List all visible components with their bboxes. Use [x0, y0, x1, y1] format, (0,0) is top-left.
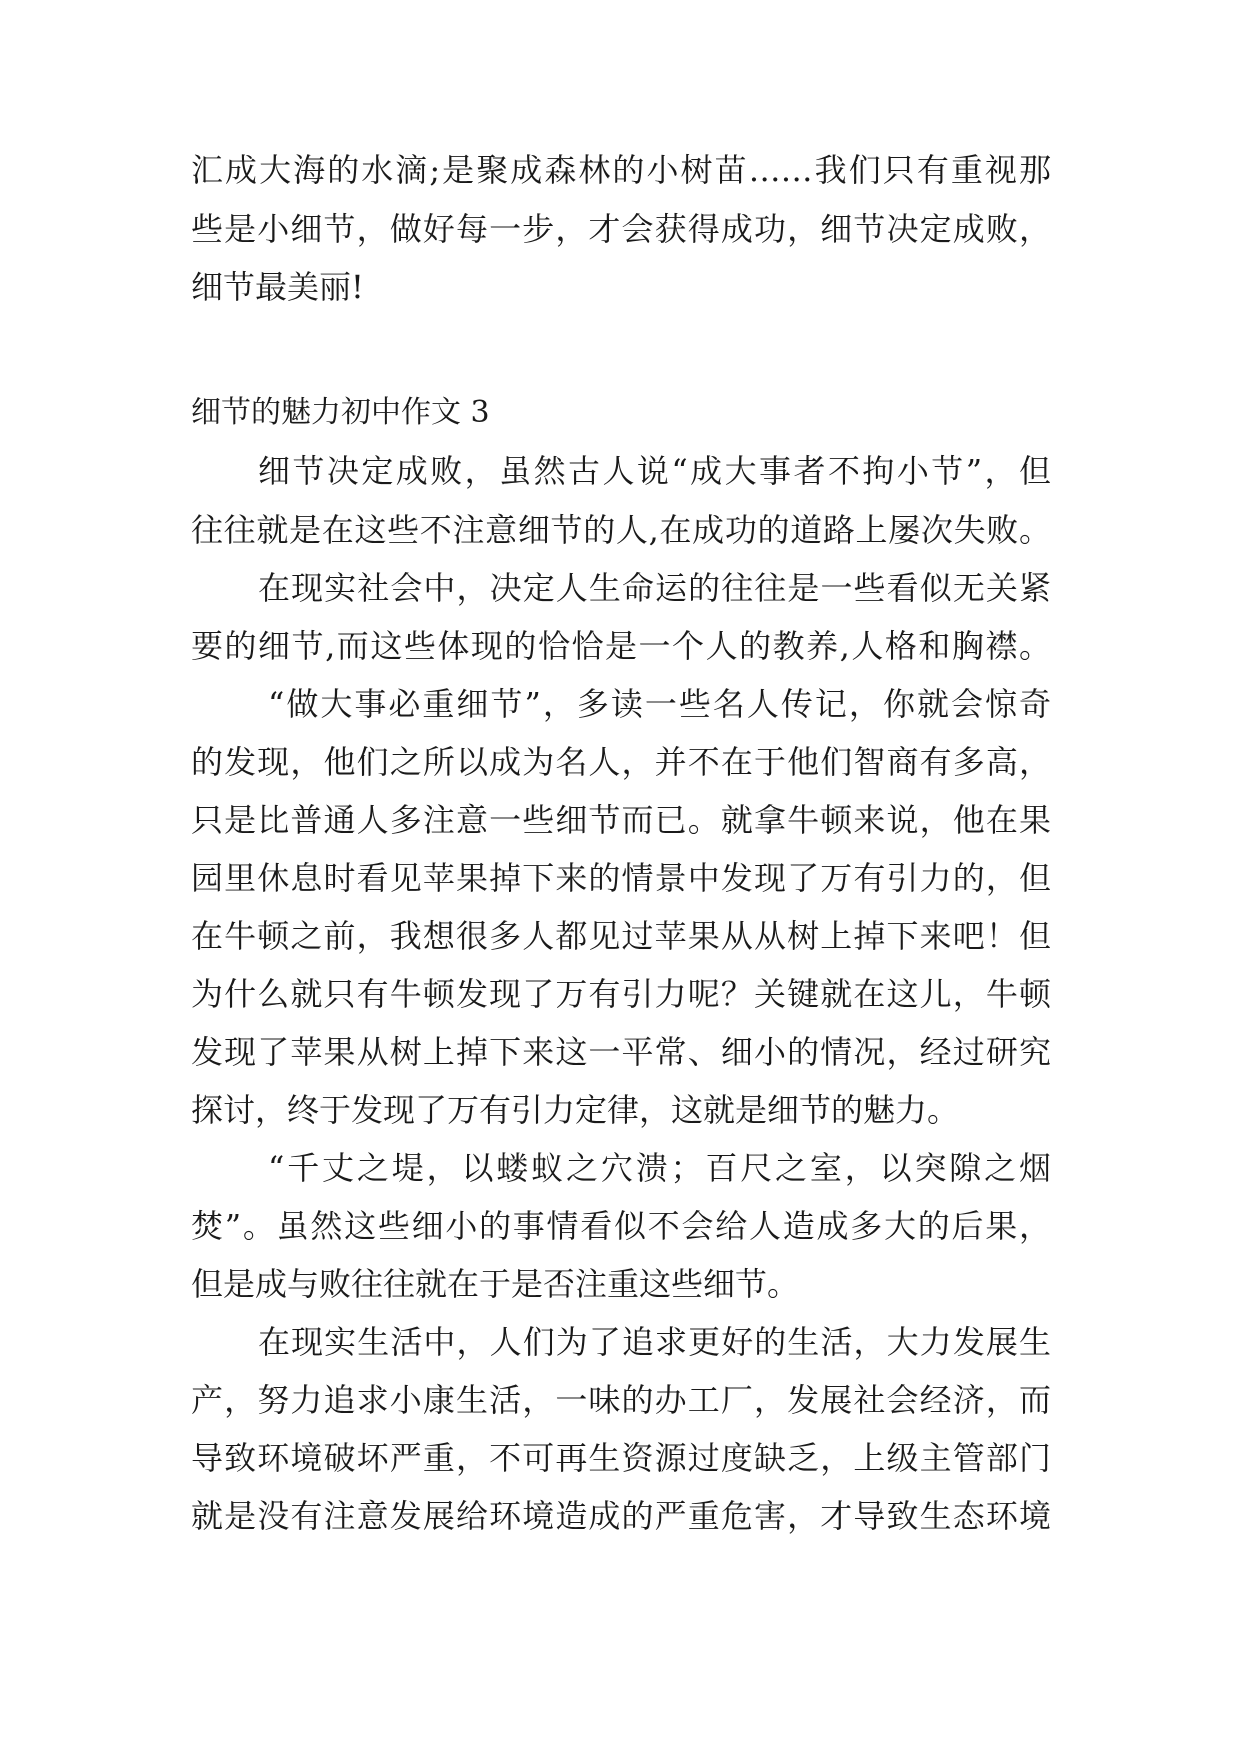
paragraph-4-line-3: 但是成与败往往就在于是否注重这些细节。	[191, 1265, 800, 1303]
paragraph-5-line-1: 在现实生活中，人们为了追求更好的生活，大力发展生	[258, 1323, 1051, 1361]
intro-line-3: 细节最美丽!	[191, 268, 364, 306]
section-title: 细节的魅力初中作文 3	[191, 395, 490, 430]
paragraph-3-line-2: 的发现，他们之所以成为名人，并不在于他们智商有多高，	[191, 743, 1051, 781]
intro-line-2: 些是小细节，做好每一步，才会获得成功，细节决定成败，	[191, 210, 1051, 248]
paragraph-1-line-1: 细节决定成败，虽然古人说“成大事者不拘小节”，但	[258, 452, 1051, 490]
paragraph-3-line-4: 园里休息时看见苹果掉下来的情景中发现了万有引力的，但	[191, 859, 1051, 897]
paragraph-3-line-7: 发现了苹果从树上掉下来这一平常、细小的情况，经过研究	[191, 1033, 1051, 1071]
paragraph-3-line-8: 探讨，终于发现了万有引力定律，这就是细节的魅力。	[191, 1091, 960, 1129]
paragraph-1-line-2: 往往就是在这些不注意细节的人,在成功的道路上屡次失败。	[191, 511, 1051, 549]
paragraph-3-line-3: 只是比普通人多注意一些细节而已。就拿牛顿来说，他在果	[191, 801, 1051, 839]
paragraph-3-line-5: 在牛顿之前，我想很多人都见过苹果从从树上掉下来吧！但	[191, 917, 1051, 955]
paragraph-4-line-1: “千丈之堤，以蝼蚁之穴溃；百尺之室，以突隙之烟	[268, 1149, 1051, 1187]
intro-line-1: 汇成大海的水滴;是聚成森林的小树苗……我们只有重视那	[191, 151, 1051, 189]
paragraph-5-line-2: 产，努力追求小康生活，一味的办工厂，发展社会经济，而	[191, 1381, 1051, 1419]
paragraph-4-line-2: 焚”。虽然这些细小的事情看似不会给人造成多大的后果，	[191, 1207, 1051, 1245]
paragraph-5-line-3: 导致环境破坏严重，不可再生资源过度缺乏，上级主管部门	[191, 1439, 1051, 1477]
paragraph-3-line-6: 为什么就只有牛顿发现了万有引力呢？关键就在这儿，牛顿	[191, 975, 1051, 1013]
paragraph-5-line-4: 就是没有注意发展给环境造成的严重危害，才导致生态环境	[191, 1497, 1051, 1535]
paragraph-2-line-1: 在现实社会中，决定人生命运的往往是一些看似无关紧	[258, 569, 1051, 607]
paragraph-2-line-2: 要的细节,而这些体现的恰恰是一个人的教养,人格和胸襟。	[191, 627, 1051, 665]
paragraph-3-line-1: “做大事必重细节”，多读一些名人传记，你就会惊奇	[268, 685, 1051, 723]
